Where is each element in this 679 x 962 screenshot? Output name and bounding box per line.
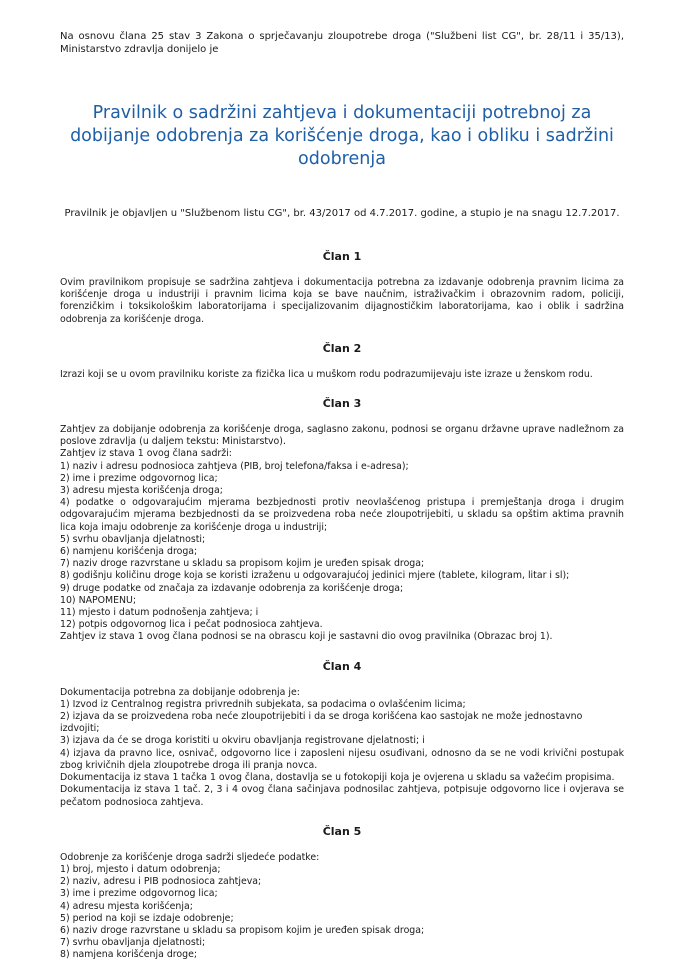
- list-item: 11) mjesto i datum podnošenja zahtjeva; i: [60, 607, 259, 619]
- article-heading: Član 5: [322, 824, 362, 838]
- list-item: 1) broj, mjesto i datum odobrenja;: [60, 863, 221, 875]
- list-item: 2) izjava da se proizvedena roba neće zloupotrijebiti i da se droga korišćena kao sastojak ne može jednostavno izdvojiti;: [60, 711, 583, 735]
- list-item: 7) naziv droge razvrstane u skladu sa propisom kojim je uređen spisak droga;: [60, 558, 425, 570]
- article-paragraph: Izrazi koji se u ovom pravilniku koriste za fizička lica u muškom rodu podrazumijevaju iste izraze u ženskom rodu.: [60, 368, 593, 380]
- document-title: Pravilnik o sadržini zahtjeva i dokumentaciji potrebnoj za dobijanje odobrenja za korišćenje droga, kao i obliku i sadržini odobrenja: [70, 103, 614, 169]
- article-paragraph: Dokumentacija iz stava 1 tačka 1 ovog člana, dostavlja se u fotokopiji koja je ovjerena u skladu sa važećim propisima.: [60, 772, 615, 784]
- preamble: Na osnovu člana 25 stav 3 Zakona o sprječavanju zloupotrebe droga ("Službeni list CG", br. 28/11 i 35/13), Ministarstvo zdravlja donijelo je: [60, 31, 624, 55]
- list-item: 2) ime i prezime odgovornog lica;: [60, 472, 218, 484]
- list-item: 7) svrhu obavljanja djelatnosti;: [60, 937, 206, 949]
- article-heading: Član 2: [322, 341, 362, 355]
- list-item: 8) godišnju količinu droge koja se koristi izraženu u odgovarajućoj jedinici mjere (tablete, kilogram, litar i sl);: [60, 570, 570, 582]
- list-item: 2) naziv, adresu i PIB podnosioca zahtjeva;: [60, 876, 262, 888]
- article-paragraph: Zahtjev iz stava 1 ovog člana podnosi se na obrascu koji je sastavni dio ovog pravilnika (Obrazac broj 1).: [60, 631, 553, 643]
- list-item: 6) naziv droge razvrstane u skladu sa propisom kojim je uređen spisak droga;: [60, 924, 425, 936]
- article-2: [60, 342, 624, 381]
- article-3: [60, 397, 624, 644]
- list-item: 3) adresu mjesta korišćenja droga;: [60, 485, 223, 497]
- list-item: 1) naziv i adresu podnosioca zahtjeva (PIB, broj telefona/faksa i e-adresa);: [60, 460, 409, 472]
- list-item: 5) period na koji se izdaje odobrenje;: [60, 912, 234, 924]
- article-paragraph: Dokumentacija iz stava 1 tač. 2, 3 i 4 ovog člana sačinjava podnosilac zahtjeva, potpisuje odgovorno lice i ovjerava se pečatom podnosioca zahtjeva.: [60, 784, 624, 808]
- article-1: [60, 250, 624, 326]
- list-item: 4) podatke o odgovarajućim mjerama bezbjednosti protiv neovlašćenog pristupa i premještanja droga i drugim odgovarajućim mjerama bezbjednosti da se proizvedena roba neće zloupotrijebiti, u skladu sa opštim aktima pravnih lica koja imaju odobrenje za korišćenje droga u industriji;: [60, 497, 624, 533]
- article-paragraph: Ovim pravilnikom propisuje se sadržina zahtjeva i dokumentacija potrebna za izdavanje odobrenja pravnim licima za korišćenje droga u industriji i pravnim licima koja se bave naučnim, istraživačkim i obrazovnim radom, policiji, forenzičkim i toksikološkim laboratorijama i specijalizovanim dijagnostičkim laboratorijama, kao i oblik i sadržina odobrenja za korišćenje droga.: [60, 277, 624, 325]
- list-item: 8) namjena korišćenja droge;: [60, 949, 198, 961]
- article-heading: Član 4: [322, 659, 362, 673]
- article-paragraph: Odobrenje za korišćenje droga sadrži sljedeće podatke:: [60, 851, 320, 863]
- article-heading: Član 3: [322, 397, 362, 411]
- article-paragraph: Zahtjev iz stava 1 ovog člana sadrži:: [60, 448, 232, 460]
- list-item: 10) NAPOMENU;: [60, 594, 137, 606]
- article-paragraph: Zahtjev za dobijanje odobrenja za korišćenje droga, saglasno zakonu, podnosi se organu državne uprave nadležnom za poslove zdravlja (u daljem tekstu: Ministarstvo).: [60, 424, 624, 448]
- article-5: [60, 825, 624, 962]
- list-item: 6) namjenu korišćenja droga;: [60, 546, 198, 558]
- list-item: 1) Izvod iz Centralnog registra privrednih subjekata, sa podacima o ovlašćenim licima;: [60, 698, 466, 710]
- article-paragraph: Dokumentacija potrebna za dobijanje odobrenja je:: [60, 686, 300, 698]
- publication-note: Pravilnik je objavljen u "Službenom listu CG", br. 43/2017 od 4.7.2017. godine, a stupio je na snagu 12.7.2017.: [64, 208, 620, 219]
- article-heading: Član 1: [322, 250, 362, 263]
- list-item: 4) izjava da pravno lice, osnivač, odgovorno lice i zaposleni nijesu osuđivani, odnosno da se ne vodi krivični postupak zbog krivičnih djela zloupotrebe droga ili pranja novca.: [60, 747, 624, 771]
- list-item: 5) svrhu obavljanja djelatnosti;: [60, 533, 206, 545]
- list-item: 12) potpis odgovornog lica i pečat podnosioca zahtjeva.: [60, 619, 323, 631]
- list-item: 9) druge podatke od značaja za izdavanje odobrenja za korišćenje droga;: [60, 582, 404, 594]
- article-4: [60, 660, 624, 809]
- list-item: 4) adresu mjesta korišćenja;: [60, 900, 193, 912]
- list-item: 3) izjava da će se droga koristiti u okviru obavljanja registrovane djelatnosti; i: [60, 735, 425, 747]
- list-item: 3) ime i prezime odgovornog lica;: [60, 888, 218, 900]
